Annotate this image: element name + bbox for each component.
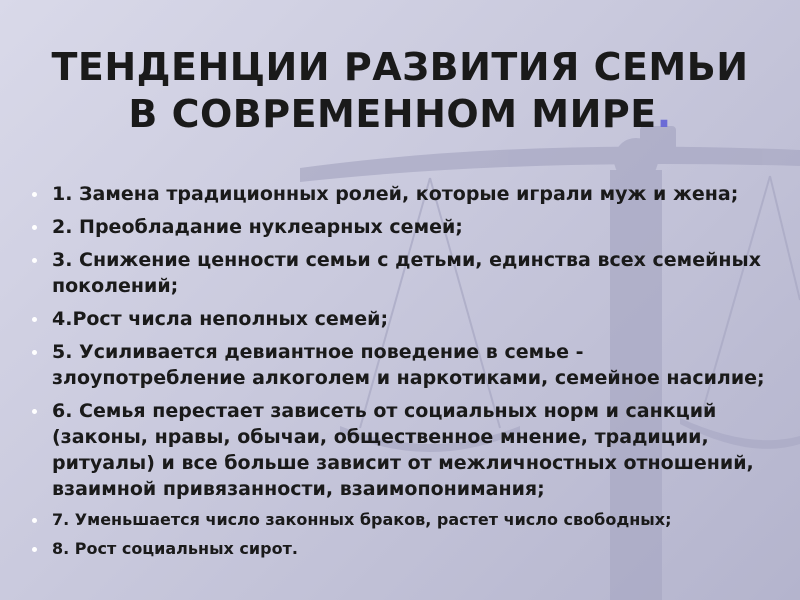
title-line-1: ТЕНДЕНЦИИ РАЗВИТИЯ СЕМЬИ — [51, 45, 749, 89]
title-line-2: В СОВРЕМЕННОМ МИРЕ — [128, 92, 657, 136]
list-item: 6. Семья перестает зависеть от социальных норм и санкций (законы, нравы, обычаи, общественное мнение, традиции, ритуалы) и все больше зависит от межличностных отношений, взаимной привязанности, взаимопонимания; — [30, 398, 780, 502]
slide-title — [0, 44, 800, 138]
list-item: 3. Снижение ценности семьи с детьми, единства всех семейных поколений; — [30, 247, 780, 299]
list-item: 7. Уменьшается число законных браков, растет число свободных; — [30, 509, 780, 531]
list-item: 1. Замена традиционных ролей, которые играли муж и жена; — [30, 181, 780, 207]
trend-list — [30, 181, 780, 567]
list-item: 5. Усиливается девиантное поведение в семье - злоупотребление алкоголем и наркотиками, семейное насилие; — [30, 339, 780, 391]
list-item: 8. Рост социальных сирот. — [30, 538, 780, 560]
list-item: 2. Преобладание нуклеарных семей; — [30, 214, 780, 240]
list-item: 4.Рост числа неполных семей; — [30, 306, 780, 332]
title-dot: . — [656, 92, 672, 136]
